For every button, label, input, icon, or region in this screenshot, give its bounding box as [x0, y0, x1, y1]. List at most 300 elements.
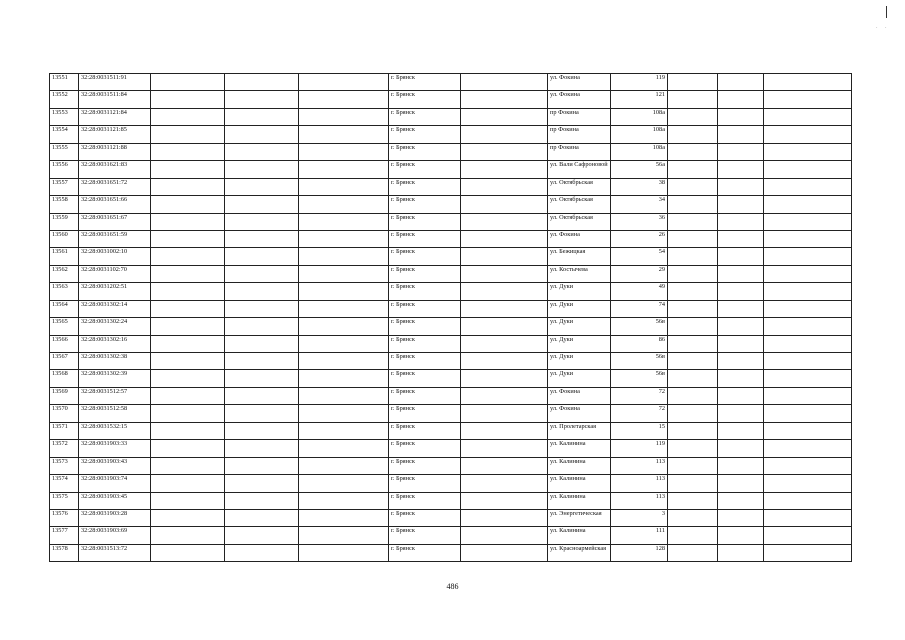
cell-empty [668, 457, 718, 474]
cell-cadastral-number: 32:28:0031513:72 [79, 544, 151, 561]
cell-house: 38 [611, 178, 668, 195]
cell-empty [151, 475, 225, 492]
cell-empty [225, 335, 299, 352]
cell-empty [299, 335, 389, 352]
cell-empty [764, 143, 852, 160]
cell-empty [225, 126, 299, 143]
cell-empty [668, 143, 718, 160]
cell-number: 13551 [50, 74, 79, 91]
cell-empty [718, 108, 764, 125]
table-row [50, 108, 852, 125]
cell-empty [299, 405, 389, 422]
cell-empty [299, 457, 389, 474]
cell-empty [225, 509, 299, 526]
cell-number: 13565 [50, 318, 79, 335]
cell-empty [461, 248, 548, 265]
cell-empty [151, 300, 225, 317]
cell-empty [764, 161, 852, 178]
cell-empty [225, 196, 299, 213]
cell-empty [764, 196, 852, 213]
cell-empty [461, 126, 548, 143]
cell-city: г. Брянск [389, 300, 461, 317]
cell-house: 3 [611, 509, 668, 526]
cell-number: 13566 [50, 335, 79, 352]
table-row [50, 161, 852, 178]
cell-empty [668, 126, 718, 143]
cell-empty [151, 230, 225, 247]
cell-empty [225, 248, 299, 265]
cell-empty [718, 265, 764, 282]
cell-city: г. Брянск [389, 440, 461, 457]
cell-empty [668, 370, 718, 387]
cell-empty [718, 527, 764, 544]
cell-number: 13560 [50, 230, 79, 247]
cell-empty [151, 544, 225, 561]
cell-empty [225, 91, 299, 108]
cell-empty [461, 213, 548, 230]
cell-street: ул. Фокина [548, 230, 611, 247]
cell-city: г. Брянск [389, 370, 461, 387]
cell-cadastral-number: 32:28:0031511:84 [79, 91, 151, 108]
cell-empty [225, 178, 299, 195]
cell-street: ул. Костычева [548, 265, 611, 282]
cell-empty [151, 213, 225, 230]
cell-number: 13562 [50, 265, 79, 282]
cell-empty [299, 248, 389, 265]
cell-empty [668, 178, 718, 195]
cell-cadastral-number: 32:28:0031121:85 [79, 126, 151, 143]
cell-cadastral-number: 32:28:0031512:58 [79, 405, 151, 422]
cell-empty [461, 283, 548, 300]
cell-number: 13570 [50, 405, 79, 422]
cell-empty [461, 265, 548, 282]
table-row [50, 353, 852, 370]
table-row [50, 248, 852, 265]
cell-empty [718, 91, 764, 108]
cell-empty [764, 213, 852, 230]
cell-house: 113 [611, 492, 668, 509]
cell-empty [151, 370, 225, 387]
table-row [50, 492, 852, 509]
cell-cadastral-number: 32:28:0031651:59 [79, 230, 151, 247]
cell-empty [225, 353, 299, 370]
cell-empty [668, 335, 718, 352]
cell-empty [718, 544, 764, 561]
cell-street: ул. Октябрьская [548, 178, 611, 195]
cell-cadastral-number: 32:28:0031302:38 [79, 353, 151, 370]
cell-empty [225, 492, 299, 509]
register-body [50, 74, 852, 562]
cell-house: 54 [611, 248, 668, 265]
cell-street: ул. Вали Сафроновой [548, 161, 611, 178]
cell-empty [299, 492, 389, 509]
table-row [50, 213, 852, 230]
cell-house: 72 [611, 405, 668, 422]
cell-house: 56в [611, 370, 668, 387]
cell-empty [299, 387, 389, 404]
cell-empty [151, 527, 225, 544]
cell-city: г. Брянск [389, 178, 461, 195]
cell-city: г. Брянск [389, 527, 461, 544]
cell-empty [299, 353, 389, 370]
cell-house: 108а [611, 108, 668, 125]
cell-cadastral-number: 32:28:0031121:88 [79, 143, 151, 160]
cell-empty [151, 405, 225, 422]
cell-empty [668, 440, 718, 457]
cell-empty [225, 405, 299, 422]
cell-empty [151, 509, 225, 526]
cell-house: 49 [611, 283, 668, 300]
cell-street: ул. Дуки [548, 370, 611, 387]
cell-street: ул. Дуки [548, 318, 611, 335]
cell-empty [225, 230, 299, 247]
cell-cadastral-number: 32:28:0031511:91 [79, 74, 151, 91]
cell-empty [764, 248, 852, 265]
cell-cadastral-number: 32:28:0031651:66 [79, 196, 151, 213]
cell-empty [461, 161, 548, 178]
cell-empty [299, 318, 389, 335]
cell-city: г. Брянск [389, 143, 461, 160]
cell-city: г. Брянск [389, 283, 461, 300]
cell-empty [718, 353, 764, 370]
cell-number: 13575 [50, 492, 79, 509]
cell-number: 13558 [50, 196, 79, 213]
cell-number: 13573 [50, 457, 79, 474]
cell-street: ул. Дуки [548, 335, 611, 352]
cell-empty [461, 475, 548, 492]
cell-number: 13567 [50, 353, 79, 370]
cell-street: ул. Дуки [548, 353, 611, 370]
cell-empty [764, 492, 852, 509]
cell-street: ул. Октябрьская [548, 213, 611, 230]
cell-empty [718, 405, 764, 422]
cell-empty [668, 283, 718, 300]
cell-empty [461, 143, 548, 160]
cell-empty [151, 353, 225, 370]
cell-city: г. Брянск [389, 91, 461, 108]
cell-empty [225, 265, 299, 282]
cell-empty [299, 161, 389, 178]
cell-empty [299, 509, 389, 526]
cell-house: 108а [611, 143, 668, 160]
cell-empty [299, 544, 389, 561]
cell-street: ул. Пролетарская [548, 422, 611, 439]
table-row [50, 265, 852, 282]
cell-empty [299, 300, 389, 317]
cell-house: 26 [611, 230, 668, 247]
cell-city: г. Брянск [389, 230, 461, 247]
cell-empty [151, 387, 225, 404]
cell-city: г. Брянск [389, 422, 461, 439]
cell-empty [225, 108, 299, 125]
cell-empty [225, 283, 299, 300]
cell-street: ул. Красноармейская [548, 544, 611, 561]
table-row [50, 405, 852, 422]
cell-empty [151, 265, 225, 282]
cell-street: ул. Фокина [548, 91, 611, 108]
cell-empty [461, 178, 548, 195]
cell-city: г. Брянск [389, 387, 461, 404]
cell-empty [668, 74, 718, 91]
cell-house: 128 [611, 544, 668, 561]
cell-empty [764, 387, 852, 404]
cell-empty [718, 318, 764, 335]
cell-street: ул. Фокина [548, 405, 611, 422]
table-row [50, 91, 852, 108]
cell-city: г. Брянск [389, 353, 461, 370]
cell-city: г. Брянск [389, 405, 461, 422]
cell-empty [668, 544, 718, 561]
cell-empty [299, 475, 389, 492]
cell-empty [151, 335, 225, 352]
page-number: 486 [446, 582, 459, 591]
cell-empty [225, 143, 299, 160]
cell-cadastral-number: 32:28:0031651:67 [79, 213, 151, 230]
cell-cadastral-number: 32:28:0031302:14 [79, 300, 151, 317]
scan-corner-mark [886, 6, 887, 18]
cell-street: пр Фокина [548, 143, 611, 160]
cell-empty [299, 108, 389, 125]
cell-house: 119 [611, 74, 668, 91]
cell-empty [668, 492, 718, 509]
cell-empty [461, 492, 548, 509]
cell-number: 13553 [50, 108, 79, 125]
cell-empty [668, 161, 718, 178]
cell-empty [718, 509, 764, 526]
cell-empty [718, 196, 764, 213]
cell-city: г. Брянск [389, 492, 461, 509]
cell-empty [151, 91, 225, 108]
cell-street: ул. Фокина [548, 387, 611, 404]
cell-empty [461, 440, 548, 457]
cell-empty [764, 353, 852, 370]
table-row [50, 422, 852, 439]
cell-empty [718, 387, 764, 404]
cell-city: г. Брянск [389, 196, 461, 213]
cell-house: 15 [611, 422, 668, 439]
cell-empty [668, 509, 718, 526]
cell-empty [299, 213, 389, 230]
cell-cadastral-number: 32:28:0031903:69 [79, 527, 151, 544]
cell-empty [718, 248, 764, 265]
cell-empty [151, 318, 225, 335]
cell-cadastral-number: 32:28:0031532:15 [79, 422, 151, 439]
table-row [50, 475, 852, 492]
cell-number: 13563 [50, 283, 79, 300]
cell-street: ул. Дуки [548, 283, 611, 300]
cell-house: 113 [611, 457, 668, 474]
cell-empty [668, 213, 718, 230]
table-row [50, 509, 852, 526]
cell-empty [668, 91, 718, 108]
cell-empty [151, 108, 225, 125]
cell-empty [225, 318, 299, 335]
cell-empty [461, 457, 548, 474]
cell-house: 36 [611, 213, 668, 230]
cell-house: 56в [611, 353, 668, 370]
cell-empty [461, 405, 548, 422]
cell-city: г. Брянск [389, 475, 461, 492]
cell-cadastral-number: 32:28:0031302:16 [79, 335, 151, 352]
cell-house: 108а [611, 126, 668, 143]
cell-empty [299, 527, 389, 544]
cell-street: ул. Октябрьская [548, 196, 611, 213]
table-row [50, 544, 852, 561]
table-row [50, 527, 852, 544]
cell-empty [718, 126, 764, 143]
cell-house: 34 [611, 196, 668, 213]
cell-empty [461, 300, 548, 317]
cell-cadastral-number: 32:28:0031512:57 [79, 387, 151, 404]
cell-city: г. Брянск [389, 213, 461, 230]
cell-cadastral-number: 32:28:0031903:28 [79, 509, 151, 526]
cell-empty [461, 422, 548, 439]
cell-number: 13572 [50, 440, 79, 457]
cell-empty [764, 74, 852, 91]
table-row [50, 300, 852, 317]
cell-house: 56в [611, 318, 668, 335]
cell-city: г. Брянск [389, 457, 461, 474]
cell-empty [151, 283, 225, 300]
table-row [50, 283, 852, 300]
cell-empty [764, 230, 852, 247]
cell-empty [764, 108, 852, 125]
cell-empty [299, 196, 389, 213]
cell-number: 13577 [50, 527, 79, 544]
cell-cadastral-number: 32:28:0031202:51 [79, 283, 151, 300]
cell-empty [718, 74, 764, 91]
cell-empty [461, 230, 548, 247]
cell-empty [718, 457, 764, 474]
cell-cadastral-number: 32:28:0031102:70 [79, 265, 151, 282]
table-row [50, 74, 852, 91]
cell-empty [225, 370, 299, 387]
cell-empty [151, 143, 225, 160]
table-row [50, 126, 852, 143]
table-row [50, 440, 852, 457]
cell-city: г. Брянск [389, 544, 461, 561]
cell-number: 13571 [50, 422, 79, 439]
cell-empty [151, 248, 225, 265]
cell-cadastral-number: 32:28:0031903:74 [79, 475, 151, 492]
cell-empty [299, 283, 389, 300]
cell-number: 13554 [50, 126, 79, 143]
cell-number: 13555 [50, 143, 79, 160]
cell-house: 56а [611, 161, 668, 178]
cell-empty [764, 527, 852, 544]
cell-empty [764, 300, 852, 317]
cell-empty [764, 422, 852, 439]
cell-street: пр Фокина [548, 126, 611, 143]
cell-empty [718, 143, 764, 160]
cell-empty [299, 91, 389, 108]
cell-city: г. Брянск [389, 265, 461, 282]
cell-empty [225, 74, 299, 91]
cell-house: 121 [611, 91, 668, 108]
cell-city: г. Брянск [389, 74, 461, 91]
cell-house: 29 [611, 265, 668, 282]
cell-empty [151, 440, 225, 457]
cell-empty [718, 422, 764, 439]
cell-empty [225, 213, 299, 230]
cell-city: г. Брянск [389, 335, 461, 352]
cell-empty [151, 422, 225, 439]
cell-empty [718, 370, 764, 387]
cell-empty [225, 475, 299, 492]
cell-cadastral-number: 32:28:0031002:10 [79, 248, 151, 265]
cell-cadastral-number: 32:28:0031621:83 [79, 161, 151, 178]
cell-empty [668, 353, 718, 370]
table-row [50, 387, 852, 404]
cell-empty [151, 74, 225, 91]
cell-empty [461, 527, 548, 544]
cell-city: г. Брянск [389, 318, 461, 335]
cell-empty [668, 108, 718, 125]
cell-empty [299, 143, 389, 160]
cell-street: ул. Энергетическая [548, 509, 611, 526]
cell-empty [225, 544, 299, 561]
table-row [50, 230, 852, 247]
table-row [50, 457, 852, 474]
cell-city: г. Брянск [389, 161, 461, 178]
cell-empty [461, 318, 548, 335]
cell-empty [461, 544, 548, 561]
table-row [50, 143, 852, 160]
cell-empty [764, 440, 852, 457]
cell-number: 13559 [50, 213, 79, 230]
cell-street: ул. Калинина [548, 527, 611, 544]
cell-empty [299, 370, 389, 387]
cell-street: ул. Дуки [548, 300, 611, 317]
cell-number: 13564 [50, 300, 79, 317]
cell-empty [764, 475, 852, 492]
cell-cadastral-number: 32:28:0031651:72 [79, 178, 151, 195]
scan-corner-dots: . . [876, 24, 890, 30]
cell-empty [668, 230, 718, 247]
cell-house: 86 [611, 335, 668, 352]
table-row [50, 196, 852, 213]
cell-number: 13552 [50, 91, 79, 108]
cell-street: ул. Бежицкая [548, 248, 611, 265]
cell-empty [299, 178, 389, 195]
cell-empty [764, 91, 852, 108]
cell-empty [461, 509, 548, 526]
cell-number: 13561 [50, 248, 79, 265]
cell-empty [151, 161, 225, 178]
cell-empty [718, 161, 764, 178]
cell-empty [151, 178, 225, 195]
cell-empty [718, 178, 764, 195]
cell-empty [299, 440, 389, 457]
cell-empty [461, 196, 548, 213]
cell-empty [225, 300, 299, 317]
cell-empty [668, 318, 718, 335]
cell-empty [718, 213, 764, 230]
cell-empty [718, 492, 764, 509]
cell-empty [668, 527, 718, 544]
cell-empty [299, 230, 389, 247]
cell-empty [718, 283, 764, 300]
cell-empty [668, 196, 718, 213]
cell-city: г. Брянск [389, 509, 461, 526]
cell-empty [668, 422, 718, 439]
cell-empty [668, 475, 718, 492]
cell-empty [461, 91, 548, 108]
cell-empty [764, 335, 852, 352]
cell-house: 119 [611, 440, 668, 457]
cell-empty [764, 178, 852, 195]
cell-number: 13556 [50, 161, 79, 178]
